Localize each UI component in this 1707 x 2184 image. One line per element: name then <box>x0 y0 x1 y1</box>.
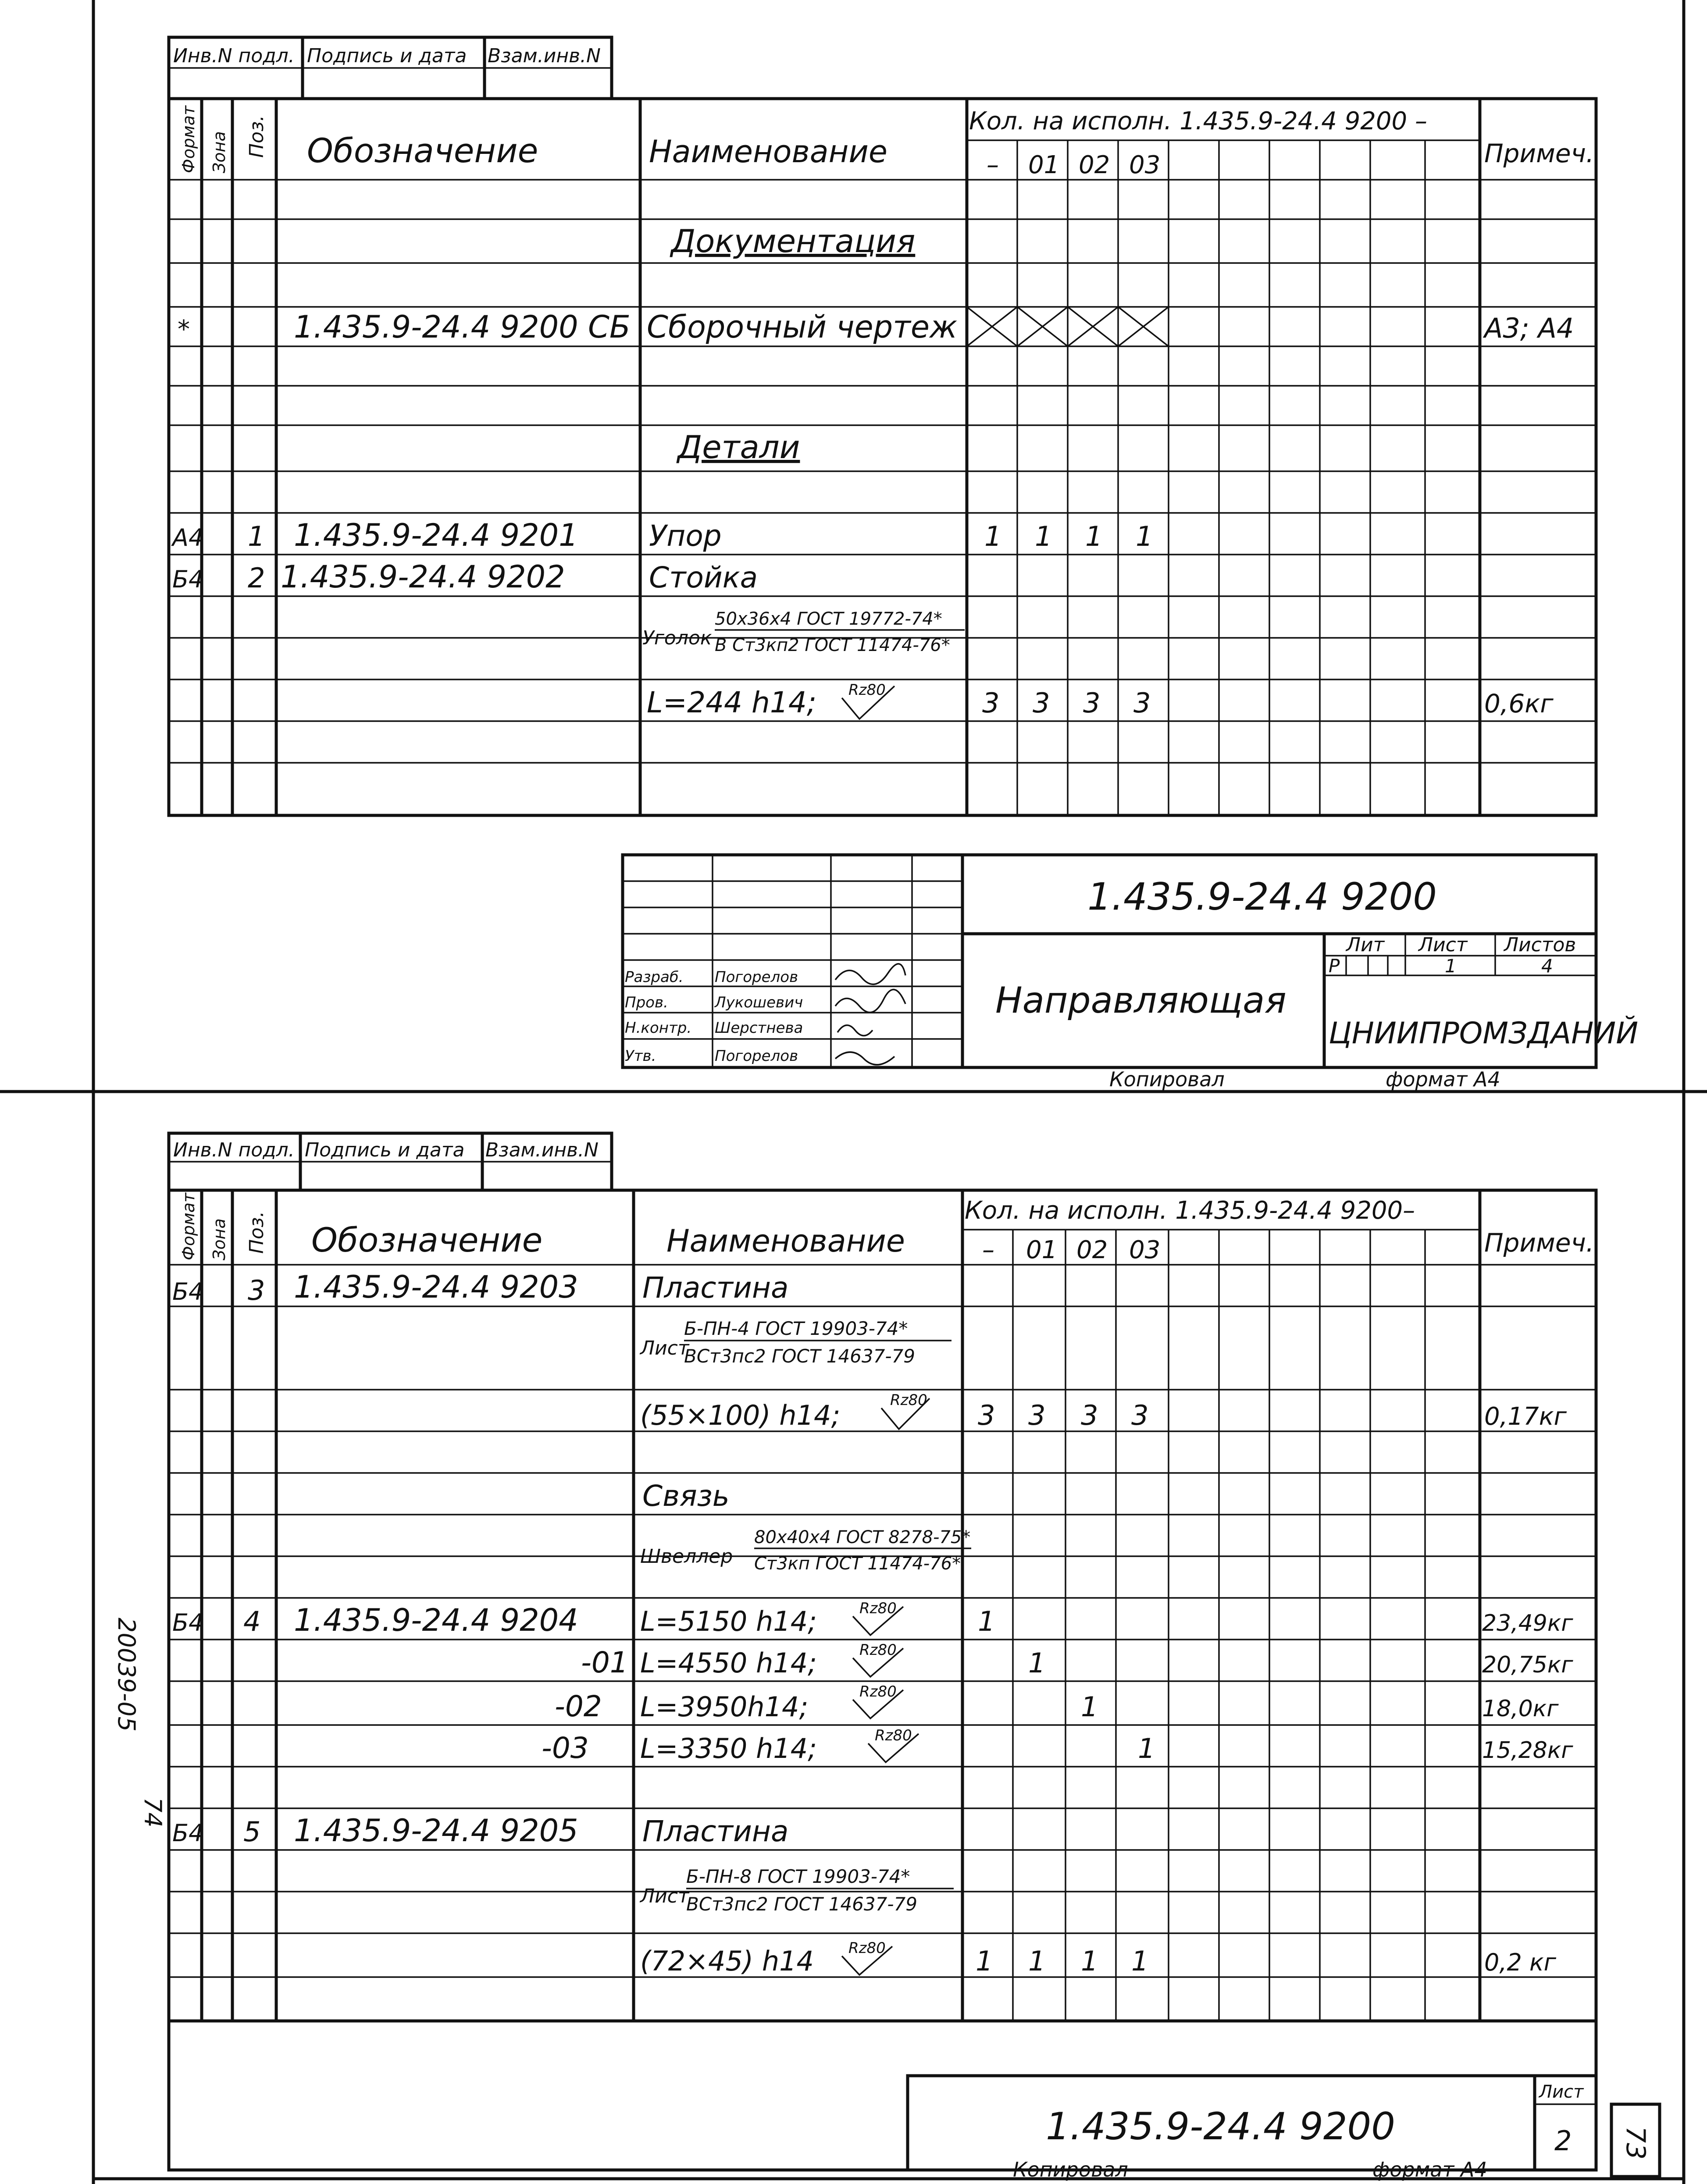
qty-cell: 1 <box>1085 520 1103 552</box>
row-name: Пластина <box>642 1814 789 1848</box>
person-approve: Погорелов <box>715 1047 798 1065</box>
variant-0: – <box>982 1236 994 1264</box>
qty-cell: 1 <box>1081 1945 1098 1977</box>
title-block-1 <box>623 855 1638 1067</box>
row-note: 0,6кг <box>1484 689 1554 719</box>
drawing-title: Направляющая <box>995 980 1286 1021</box>
inv-label: Инв.N подл. <box>173 1139 295 1161</box>
row-designation: 1.435.9-24.4 9200 СБ <box>294 309 631 345</box>
margin-code: 20039-05 <box>113 1618 140 1732</box>
qty-cell: 1 <box>978 1605 995 1637</box>
row-fmt: * <box>178 315 190 344</box>
row-name: L=5150 h14; <box>640 1605 817 1637</box>
row-name: L=3950h14; <box>640 1691 809 1723</box>
person-norm: Шерстнева <box>715 1019 803 1037</box>
spec-table-1 <box>169 99 1596 815</box>
row-name: Стойка <box>649 561 758 594</box>
variant-3: 03 <box>1129 151 1161 179</box>
col-qty-header: Кол. на исполн. 1.435.9-24.4 9200– <box>965 1196 1415 1225</box>
row-name: Пластина <box>642 1271 789 1305</box>
stamp-header-1 <box>169 37 612 99</box>
qty-cell: 3 <box>1033 687 1050 719</box>
col-note: Примеч. <box>1484 1228 1594 1258</box>
lit-value: Р <box>1329 955 1340 977</box>
row-pos: 5 <box>243 1816 261 1848</box>
material-top: 50х36х4 ГОСТ 19772-74* <box>715 609 942 629</box>
person-dev: Погорелов <box>715 968 798 986</box>
qty-cell: 1 <box>976 1945 993 1977</box>
qty-cell: 3 <box>1133 687 1151 719</box>
variant-3: 03 <box>1129 1236 1161 1264</box>
material-prefix: Лист <box>640 1337 689 1359</box>
row-name: (72×45) h14 <box>640 1945 814 1977</box>
row-fmt: Б4 <box>172 1819 204 1847</box>
col-format: Формат <box>179 1192 198 1260</box>
roughness-label: Rz80 <box>848 681 886 699</box>
drawing-code: 1.435.9-24.4 9200 <box>1046 2105 1395 2148</box>
format-label: формат А4 <box>1372 2158 1487 2181</box>
qty-cell: 3 <box>978 1399 995 1431</box>
list-value: 1 <box>1445 955 1457 977</box>
copied-label: Копировал <box>1109 1067 1225 1091</box>
col-zone: Зона <box>210 131 229 173</box>
col-designation: Обозначение <box>307 131 538 170</box>
col-pos: Поз. <box>246 1211 268 1254</box>
person-check: Лукошевич <box>715 994 803 1011</box>
roughness-label: Rz80 <box>848 1939 886 1957</box>
qty-cell: 1 <box>984 520 1002 552</box>
spec-table-2 <box>169 1190 1596 2021</box>
row-designation: -02 <box>555 1690 602 1723</box>
qty-cell: 1 <box>1028 1647 1046 1679</box>
sheet-2 <box>169 1133 1596 2181</box>
qty-cell: 1 <box>1136 520 1153 552</box>
row-designation: 1.435.9-24.4 9205 <box>294 1813 578 1849</box>
material-top: Б-ПН-4 ГОСТ 19903-74* <box>684 1318 908 1339</box>
sheet-number: 2 <box>1554 2125 1572 2157</box>
col-format: Формат <box>179 105 198 173</box>
roughness-label: Rz80 <box>859 1600 897 1617</box>
qty-cell: 1 <box>1081 1691 1098 1723</box>
row-designation: 1.435.9-24.4 9204 <box>294 1602 578 1638</box>
row-designation: -01 <box>581 1646 628 1679</box>
row-designation: 1.435.9-24.4 9201 <box>294 517 578 553</box>
col-zone: Зона <box>210 1218 229 1260</box>
material-top: 80х40х4 ГОСТ 8278-75* <box>754 1527 971 1547</box>
qty-cell: 1 <box>1138 1732 1155 1764</box>
qty-cell: 3 <box>1083 687 1101 719</box>
section-documentation: Документация <box>671 223 916 260</box>
qty-cell: 1 <box>1035 520 1052 552</box>
list-label: Лист <box>1418 934 1468 956</box>
row-pos: 1 <box>248 520 265 552</box>
row-note: 15,28кг <box>1482 1737 1573 1764</box>
row-name: L=244 h14; <box>647 686 817 719</box>
variant-2: 02 <box>1076 1236 1108 1264</box>
sheet-label: Лист <box>1539 2082 1584 2102</box>
signature-marks <box>835 964 905 1065</box>
qty-cell: 1 <box>1131 1945 1149 1977</box>
inv-label: Инв.N подл. <box>173 45 295 67</box>
material-prefix: Уголок <box>642 627 712 649</box>
qty-cell: 3 <box>1081 1399 1098 1431</box>
sign-label: Подпись и дата <box>305 1139 465 1161</box>
row-name: (55×100) h14; <box>640 1399 841 1431</box>
row-note: А3; А4 <box>1484 312 1574 344</box>
row-name: L=3350 h14; <box>640 1732 817 1764</box>
stamp-header-2 <box>169 1133 612 1190</box>
vzam-label: Взам.инв.N <box>485 1139 599 1161</box>
role-dev: Разраб. <box>625 968 684 986</box>
row-fmt: Б4 <box>172 566 204 593</box>
qty-cell: 3 <box>1131 1399 1149 1431</box>
variant-2: 02 <box>1079 151 1110 179</box>
vzam-label: Взам.инв.N <box>488 45 601 67</box>
row-name: Упор <box>649 519 722 553</box>
role-approve: Утв. <box>625 1047 656 1065</box>
qty-cell: 1 <box>1028 1945 1046 1977</box>
material-prefix: Лист <box>640 1885 689 1907</box>
section-details: Детали <box>677 429 800 466</box>
sheet-1 <box>169 37 1638 1091</box>
row-pos: 4 <box>243 1605 261 1637</box>
row-note: 20,75кг <box>1482 1652 1573 1678</box>
listov-value: 4 <box>1541 955 1553 977</box>
role-check: Пров. <box>625 994 668 1011</box>
title-block-2 <box>169 2021 1596 2170</box>
row-designation: 1.435.9-24.4 9202 <box>281 559 565 595</box>
drawing-code: 1.435.9-24.4 9200 <box>1087 875 1437 919</box>
copied-label: Копировал <box>1013 2158 1128 2181</box>
row-note: 0,2 кг <box>1484 1949 1557 1976</box>
row-fmt: Б4 <box>172 1609 204 1636</box>
col-pos: Поз. <box>246 115 268 158</box>
row-pos: 2 <box>248 562 265 594</box>
col-name: Наименование <box>649 134 887 170</box>
roughness-label: Rz80 <box>875 1727 912 1744</box>
row-fmt: Б4 <box>172 1278 204 1305</box>
material-bottom: Ст3кп ГОСТ 11474-76* <box>754 1554 961 1574</box>
margin-page: 74 <box>139 1797 167 1828</box>
row-note: 23,49кг <box>1482 1610 1573 1636</box>
qty-cell: 3 <box>1028 1399 1046 1431</box>
material-bottom: В Ст3кп2 ГОСТ 11474-76* <box>715 635 950 655</box>
roughness-label: Rz80 <box>859 1683 897 1700</box>
col-qty-header: Кол. на исполн. 1.435.9-24.4 9200 – <box>969 107 1427 135</box>
col-name: Наименование <box>666 1223 905 1259</box>
listov-label: Листов <box>1504 934 1576 956</box>
variant-0: – <box>987 151 999 179</box>
format-label: формат А4 <box>1386 1067 1500 1091</box>
roughness-label: Rz80 <box>890 1391 927 1409</box>
lit-label: Лит <box>1346 934 1385 956</box>
row-name: Сборочный чертеж <box>647 309 958 345</box>
variant-1: 01 <box>1026 1236 1058 1264</box>
role-norm: Н.контр. <box>625 1019 692 1037</box>
material-top: Б-ПН-8 ГОСТ 19903-74* <box>686 1866 910 1887</box>
row-note: 18,0кг <box>1482 1696 1559 1722</box>
roughness-label: Rz80 <box>859 1641 897 1659</box>
row-note: 0,17кг <box>1484 1402 1567 1431</box>
page-number: 73 <box>1620 2126 1651 2160</box>
row-pos: 3 <box>248 1274 265 1306</box>
variant-1: 01 <box>1028 151 1060 179</box>
row-fmt: А4 <box>172 524 204 551</box>
sign-label: Подпись и дата <box>307 45 467 67</box>
row-designation: -03 <box>542 1731 589 1765</box>
organization: ЦНИИПРОМЗДАНИЙ <box>1329 1016 1639 1051</box>
row-designation: 1.435.9-24.4 9203 <box>294 1269 578 1305</box>
material-bottom: ВСт3пс2 ГОСТ 14637-79 <box>686 1893 917 1915</box>
material-bottom: ВСт3пс2 ГОСТ 14637-79 <box>684 1345 915 1367</box>
col-designation: Обозначение <box>311 1220 543 1259</box>
section-link: Связь <box>642 1479 730 1513</box>
material-prefix: Швеллер <box>640 1545 733 1568</box>
qty-cell: 3 <box>982 687 1000 719</box>
col-note: Примеч. <box>1484 139 1594 168</box>
row-name: L=4550 h14; <box>640 1647 817 1679</box>
